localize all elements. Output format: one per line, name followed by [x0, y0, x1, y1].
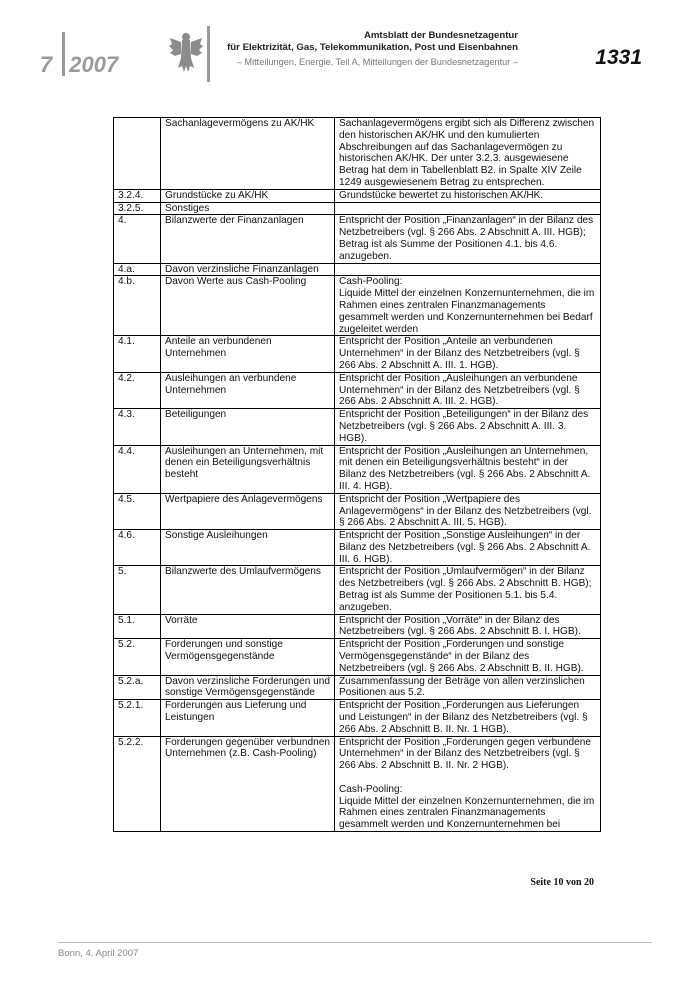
table-cell-nr: 4.	[114, 215, 161, 263]
table-cell-desc	[335, 263, 601, 276]
table-cell-label: Wertpapiere des Anlagevermögens	[161, 493, 335, 529]
table-cell-desc: Cash-Pooling: Liquide Mittel der einzelnen Konzernunternehmen, die im Rahmen eines zentralen Finanzmanagements gesammelt werden und Konzernunternehmen bei Bedarf zugeleitet werden	[335, 276, 601, 336]
table-cell-label: Bilanzwerte des Umlaufvermögens	[161, 566, 335, 614]
table-cell-desc	[335, 202, 601, 215]
table-cell-label: Ausleihungen an Unternehmen, mit denen ein Beteiligungsverhältnis besteht	[161, 445, 335, 493]
table-cell-nr: 5.2.a.	[114, 675, 161, 700]
issue-number	[40, 44, 118, 88]
table-cell-nr: 5.2.1.	[114, 700, 161, 736]
table-cell-nr: 4.1.	[114, 336, 161, 372]
table-cell-nr: 4.a.	[114, 263, 161, 276]
definitions-table-body	[114, 118, 601, 832]
table-row	[114, 675, 601, 700]
table-cell-nr: 4.5.	[114, 493, 161, 529]
definitions-table	[113, 117, 601, 832]
table-cell-nr: 5.	[114, 566, 161, 614]
table-cell-desc: Entspricht der Position „Forderungen aus Lieferungen und Leistungen“ in der Bilanz des Netzbetreibers (vgl. § 266 Abs. 2 Abschnitt B. II. Nr. 1 HGB).	[335, 700, 601, 736]
issue-year: 2007	[69, 51, 119, 77]
issue-number-value: 7	[40, 51, 53, 77]
table-cell-label: Davon verzinsliche Forderungen und sonstige Vermögensgegenstände	[161, 675, 335, 700]
table-row	[114, 215, 601, 263]
table-cell-label: Sachanlagevermögens zu AK/HK	[161, 118, 335, 190]
issue-divider	[62, 32, 65, 76]
table-cell-desc: Entspricht der Position „Ausleihungen an Unternehmen, mit denen ein Beteiligungsverhältnis besteht“ in der Bilanz des Netzbetreibers (vgl. § 266 Abs. 2 Abschnitt A. III. 4. HGB).	[335, 445, 601, 493]
table-cell-nr: 5.2.	[114, 639, 161, 675]
table-cell-label: Grundstücke zu AK/HK	[161, 189, 335, 202]
table-row	[114, 530, 601, 566]
document-page-counter: Seite 10 von 20	[530, 877, 594, 888]
table-row	[114, 372, 601, 408]
table-row	[114, 614, 601, 639]
table-row	[114, 202, 601, 215]
table-cell-desc: Entspricht der Position „Forderungen gegen verbundene Unternehmen“ in der Bilanz des Netzbetreibers (vgl. § 266 Abs. 2 Abschnitt B. II. Nr. 2 HGB). Cash-Pooling: Liquide Mittel der einzelnen Konzernunternehmen, die im Rahmen eines zentralen Finanzmanagements gesammelt werden und Konzernunternehmen bei	[335, 736, 601, 831]
gazette-title-line2: für Elektrizität, Gas, Telekommunikation, Post und Eisenbahnen	[227, 42, 518, 53]
footer-date: Bonn, 4. April 2007	[58, 948, 139, 959]
footer-divider	[58, 942, 652, 943]
table-cell-desc: Grundstücke bewertet zu historischen AK/HK.	[335, 189, 601, 202]
table-cell-nr: 5.1.	[114, 614, 161, 639]
table-cell-nr	[114, 118, 161, 190]
table-cell-desc: Entspricht der Position „Umlaufvermögen“ in der Bilanz des Netzbetreibers (vgl. § 266 Abs. 2 Abschnitt B. HGB); Betrag ist als Summe der Positionen 5.1. bis 5.4. anzugeben.	[335, 566, 601, 614]
table-cell-label: Bilanzwerte der Finanzanlagen	[161, 215, 335, 263]
table-cell-desc: Entspricht der Position „Beteiligungen“ in der Bilanz des Netzbetreibers (vgl. § 266 Abs. 2 Abschnitt A. III. 3. HGB).	[335, 409, 601, 445]
table-cell-label: Anteile an verbundenen Unternehmen	[161, 336, 335, 372]
table-row	[114, 566, 601, 614]
table-cell-desc: Entspricht der Position „Sonstige Ausleihungen“ in der Bilanz des Netzbetreibers (vgl. § 266 Abs. 2 Abschnitt A. III. 6. HGB).	[335, 530, 601, 566]
table-cell-nr: 4.2.	[114, 372, 161, 408]
table-cell-nr: 5.2.2.	[114, 736, 161, 831]
table-cell-label: Davon Werte aus Cash-Pooling	[161, 276, 335, 336]
table-cell-label: Sonstiges	[161, 202, 335, 215]
table-cell-desc: Entspricht der Position „Anteile an verbundenen Unternehmen“ in der Bilanz des Netzbetreibers (vgl. § 266 Abs. 2 Abschnitt A. III. 1. HGB).	[335, 336, 601, 372]
table-cell-nr: 3.2.4.	[114, 189, 161, 202]
table-cell-label: Forderungen aus Lieferung und Leistungen	[161, 700, 335, 736]
table-row	[114, 639, 601, 675]
table-cell-nr: 4.3.	[114, 409, 161, 445]
table-cell-label: Sonstige Ausleihungen	[161, 530, 335, 566]
table-row	[114, 118, 601, 190]
table-row	[114, 263, 601, 276]
table-cell-label: Ausleihungen an verbundene Unternehmen	[161, 372, 335, 408]
gazette-title-line1: Amtsblatt der Bundesnetzagentur	[363, 30, 518, 41]
table-row	[114, 409, 601, 445]
table-row	[114, 276, 601, 336]
table-cell-desc: Zusammenfassung der Beträge von allen verzinslichen Positionen aus 5.2.	[335, 675, 601, 700]
table-cell-nr: 3.2.5.	[114, 202, 161, 215]
gazette-header	[210, 30, 518, 68]
table-cell-label: Forderungen gegenüber verbundnen Unternehmen (z.B. Cash-Pooling)	[161, 736, 335, 831]
table-cell-nr: 4.4.	[114, 445, 161, 493]
federal-eagle-icon	[168, 28, 204, 76]
table-cell-nr: 4.6.	[114, 530, 161, 566]
table-cell-desc: Entspricht der Position „Vorräte“ in der Bilanz des Netzbetreibers (vgl. § 266 Abs. 2 Abschnitt B. I. HGB).	[335, 614, 601, 639]
table-row	[114, 700, 601, 736]
table-cell-desc: Sachanlagevermögens ergibt sich als Differenz zwischen den historischen AK/HK und den kumulierten Abschreibungen auf das Sachanlagevermögen zu historischen AK/HK. Der unter 3.2.3. ausgewiesene Betrag hat dem in Tabellenblatt B2. in Spalte XIV Zeile 1249 ausgewiesenem Betrag zu entsprechen.	[335, 118, 601, 190]
gazette-subtitle: – Mitteilungen, Energie, Teil A, Mitteilungen der Bundesnetzagentur –	[236, 57, 518, 67]
table-cell-desc: Entspricht der Position „Forderungen und sonstige Vermögensgegenstände“ in der Bilanz des Netzbetreibers (vgl. § 266 Abs. 2 Abschnitt B. II. HGB).	[335, 639, 601, 675]
table-cell-desc: Entspricht der Position „Ausleihungen an verbundene Unternehmen“ in der Bilanz des Netzbetreibers (vgl. § 266 Abs. 2 Abschnitt A. III. 2. HGB).	[335, 372, 601, 408]
table-row	[114, 736, 601, 831]
table-cell-label: Vorräte	[161, 614, 335, 639]
table-cell-label: Beteiligungen	[161, 409, 335, 445]
table-row	[114, 445, 601, 493]
table-cell-nr: 4.b.	[114, 276, 161, 336]
table-cell-label: Forderungen und sonstige Vermögensgegenstände	[161, 639, 335, 675]
table-row	[114, 493, 601, 529]
page-number: 1331	[595, 46, 642, 69]
table-row	[114, 189, 601, 202]
table-cell-desc: Entspricht der Position „Wertpapiere des Anlagevermögens“ in der Bilanz des Netzbetreibers (vgl. § 266 Abs. 2 Abschnitt A. III. 5. HGB).	[335, 493, 601, 529]
table-cell-label: Davon verzinsliche Finanzanlagen	[161, 263, 335, 276]
table-row	[114, 336, 601, 372]
table-cell-desc: Entspricht der Position „Finanzanlagen“ in der Bilanz des Netzbetreibers (vgl. § 266 Abs. 2 Abschnitt A. III. HGB); Betrag ist als Summe der Positionen 4.1. bis 4.6. anzugeben.	[335, 215, 601, 263]
